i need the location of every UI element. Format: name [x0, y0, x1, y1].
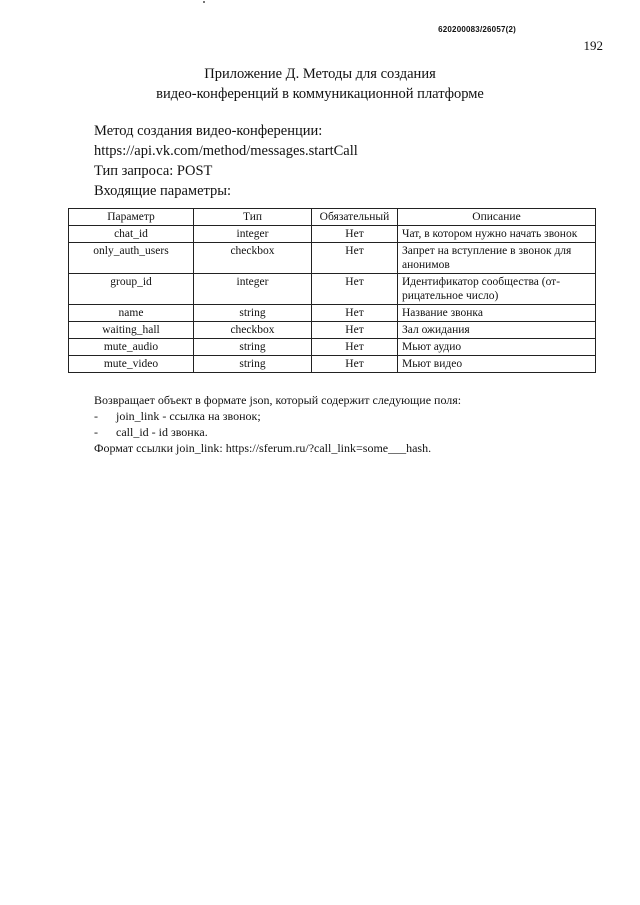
table-header-row [69, 209, 596, 226]
params-table [68, 208, 596, 373]
input-params-label: Входящие параметры: [94, 183, 232, 199]
table-row [69, 226, 596, 243]
param-required: Нет [312, 339, 398, 356]
column-header-description: Описание [398, 209, 596, 226]
param-name: chat_id [69, 226, 194, 243]
param-description: Мьют видео [398, 356, 596, 373]
document-code: 620200083/26057(2) [438, 25, 516, 34]
list-item [94, 408, 461, 424]
list-item-text: join_link - ссылка на звонок; [116, 409, 261, 423]
page-number: 192 [583, 38, 603, 53]
column-header-type: Тип [194, 209, 312, 226]
param-name: only_auth_users [69, 243, 194, 274]
list-bullet: - [94, 425, 98, 439]
param-type: checkbox [194, 322, 312, 339]
link-format: Формат ссылки join_link: https://sferum.ru/?call_link=some___hash. [94, 441, 432, 455]
table-row [69, 305, 596, 322]
method-url: https://api.vk.com/method/messages.startCall [94, 143, 358, 159]
param-type: string [194, 305, 312, 322]
column-header-required: Обязательный [312, 209, 398, 226]
param-description: Идентификатор сообщества (от-рицательное число) [398, 274, 596, 305]
returns-intro: Возвращает объект в формате json, который содержит следующие поля: [94, 393, 462, 407]
list-item [94, 424, 461, 440]
param-description: Чат, в котором нужно начать звонок [398, 226, 596, 243]
list-bullet: - [94, 409, 98, 423]
param-type: string [194, 339, 312, 356]
request-type: Тип запроса: POST [94, 163, 213, 179]
param-name: name [69, 305, 194, 322]
table-row [69, 274, 596, 305]
param-name: mute_video [69, 356, 194, 373]
table-row [69, 243, 596, 274]
param-type: integer [194, 226, 312, 243]
table-row [69, 339, 596, 356]
param-type: integer [194, 274, 312, 305]
param-required: Нет [312, 226, 398, 243]
column-header-param: Параметр [69, 209, 194, 226]
appendix-title [0, 64, 640, 104]
param-description: Зал ожидания [398, 322, 596, 339]
param-required: Нет [312, 274, 398, 305]
scan-speck [203, 1, 205, 3]
param-required: Нет [312, 243, 398, 274]
appendix-title-line-1: Приложение Д. Методы для создания [204, 66, 436, 82]
table-row [69, 356, 596, 373]
param-description: Название звонка [398, 305, 596, 322]
param-required: Нет [312, 305, 398, 322]
method-description [94, 121, 358, 201]
returns-section [94, 392, 461, 456]
param-name: group_id [69, 274, 194, 305]
param-required: Нет [312, 356, 398, 373]
table-row [69, 322, 596, 339]
param-description: Запрет на вступление в звонок для анонимов [398, 243, 596, 274]
param-description: Мьют аудио [398, 339, 596, 356]
param-name: waiting_hall [69, 322, 194, 339]
method-heading: Метод создания видео-конференции: [94, 123, 323, 139]
param-type: checkbox [194, 243, 312, 274]
list-item-text: call_id - id звонка. [116, 425, 208, 439]
param-type: string [194, 356, 312, 373]
param-required: Нет [312, 322, 398, 339]
param-name: mute_audio [69, 339, 194, 356]
appendix-title-line-2: видео-конференций в коммуникационной платформе [156, 86, 484, 102]
